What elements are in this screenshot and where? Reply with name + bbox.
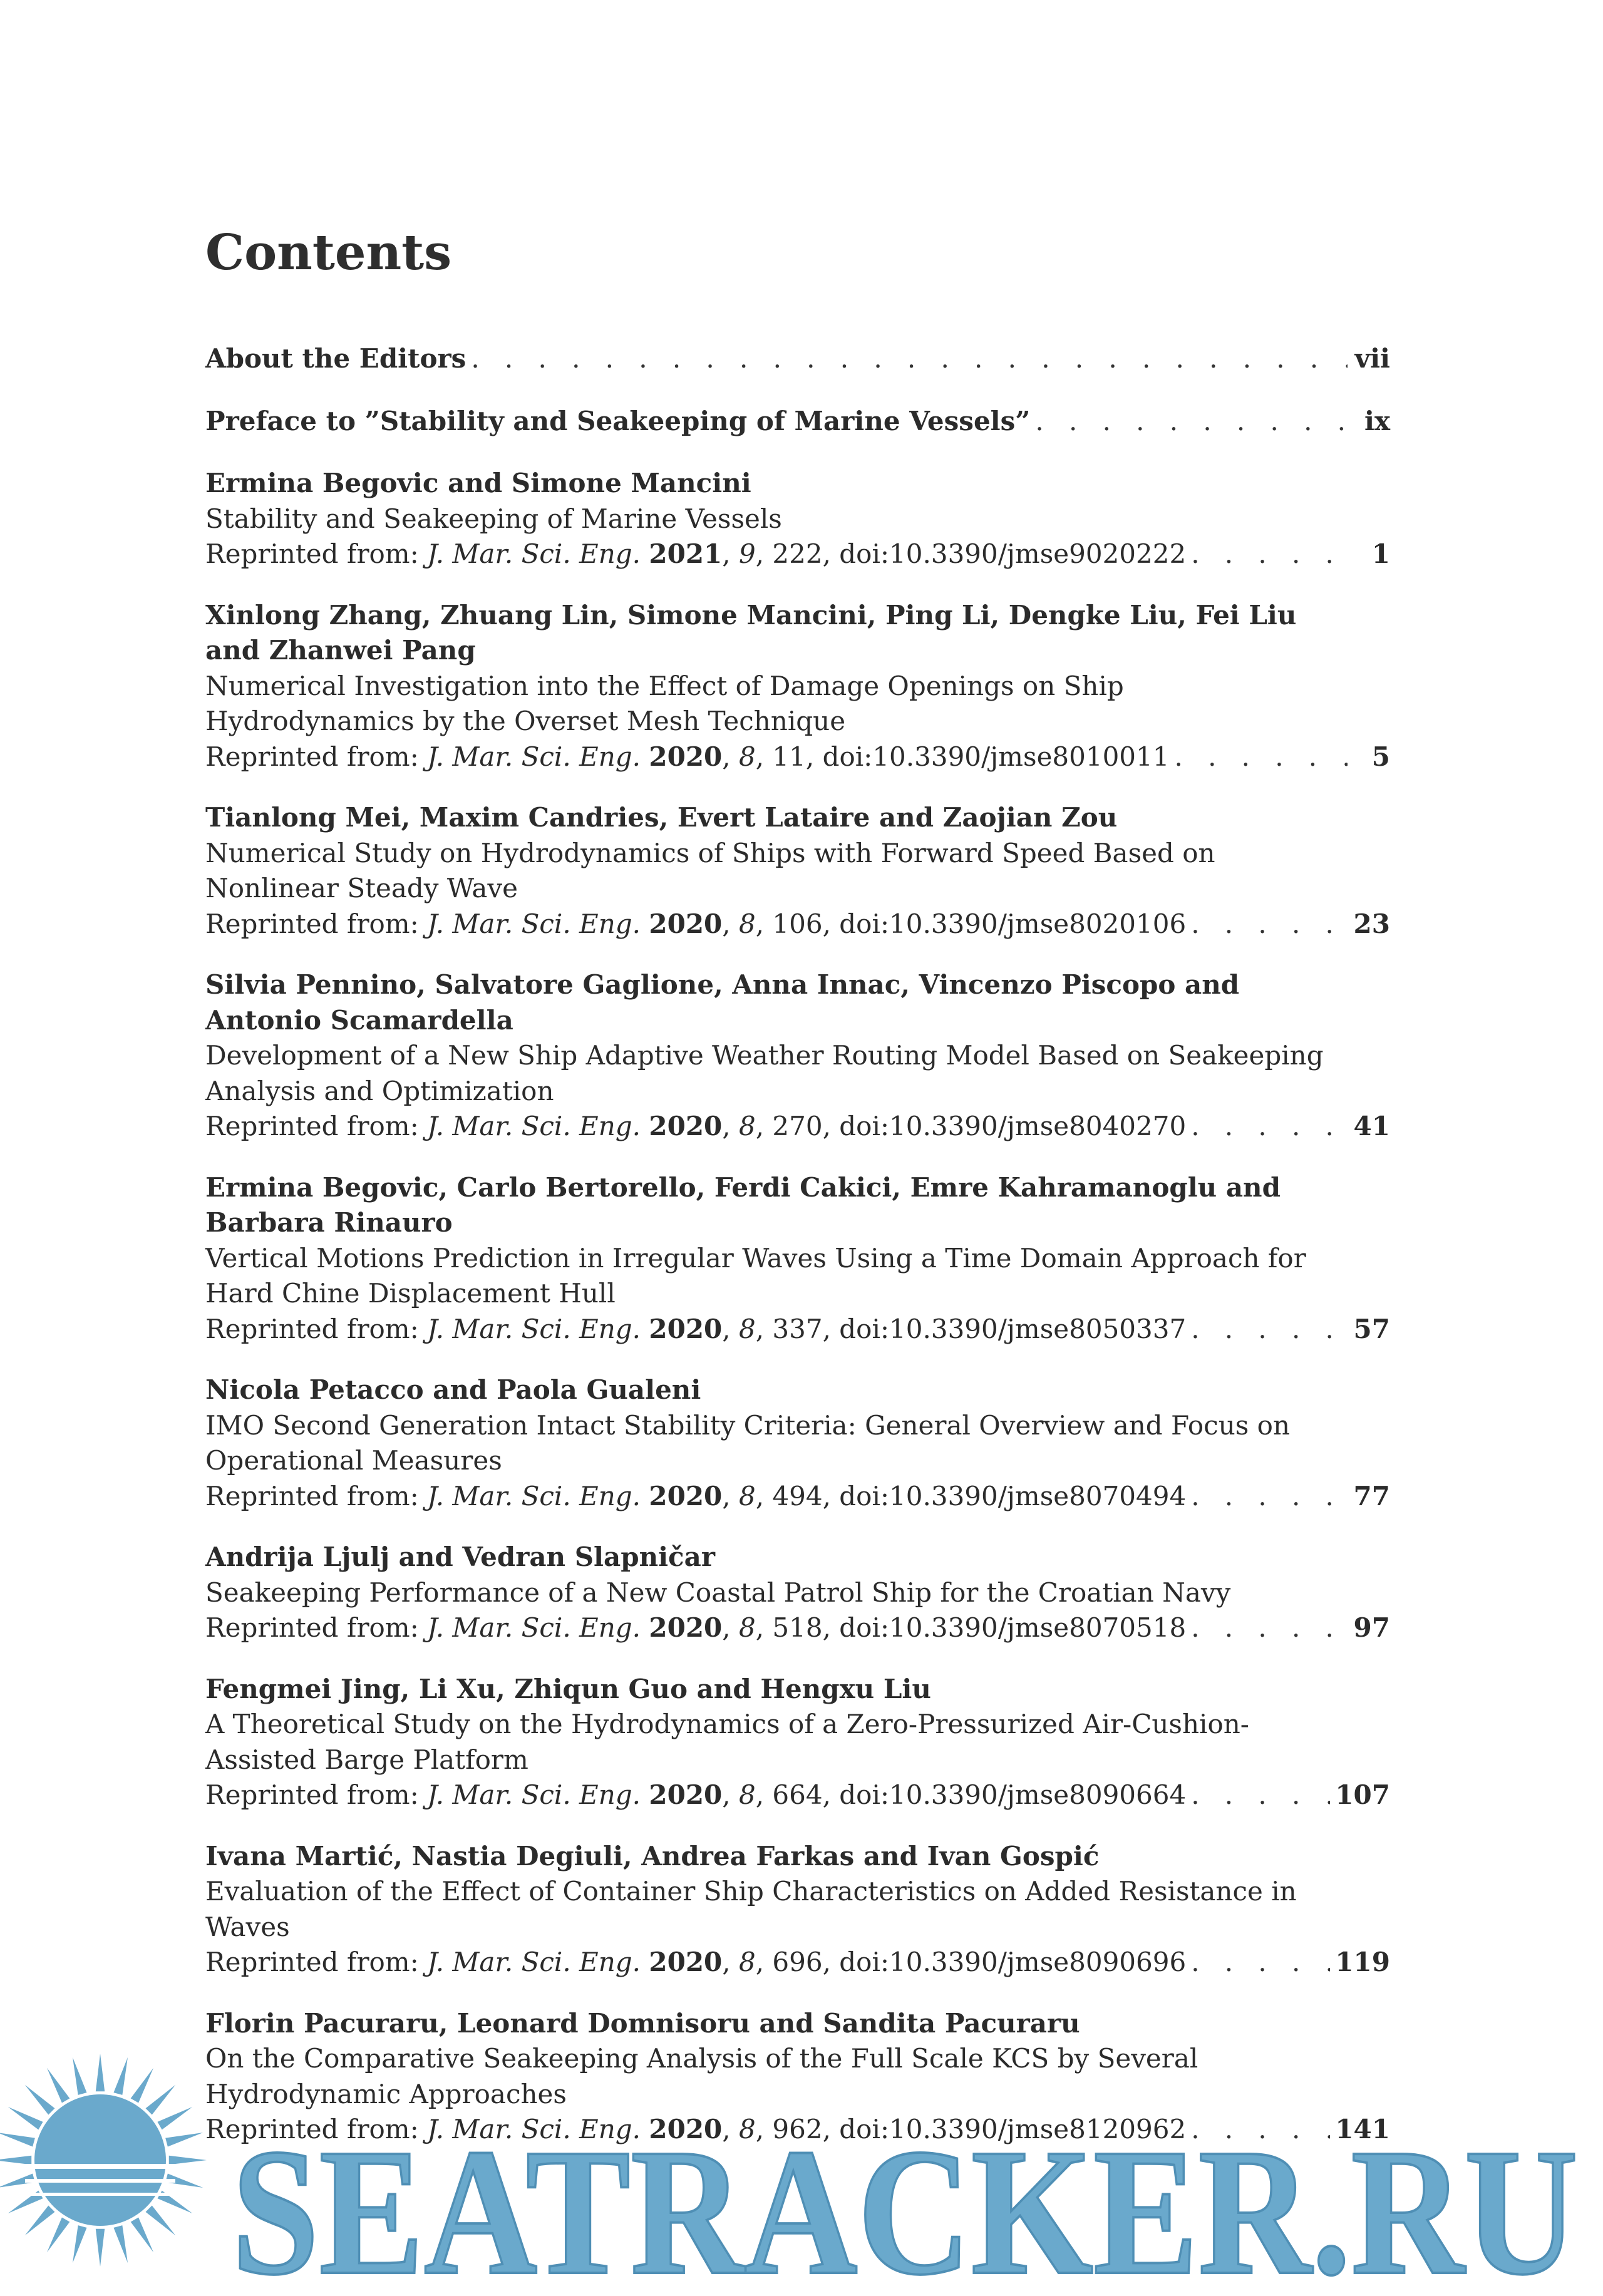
page-number: 107: [1335, 1779, 1390, 1810]
article-number: 337: [772, 1313, 823, 1344]
reprint-citation: Reprinted from: J. Mar. Sci. Eng. 2020, 8, 696, doi:10.3390/jmse8090696: [205, 1947, 1187, 1977]
dot-leader: [1191, 1610, 1348, 1646]
reprint-line: [205, 1778, 1390, 1813]
article-volume: 8: [738, 1947, 756, 1977]
article-volume: 8: [738, 1111, 756, 1141]
sun-ray: [73, 2057, 87, 2095]
article-volume: 8: [738, 1612, 756, 1643]
reprint-prefix: Reprinted from:: [205, 2114, 419, 2144]
article-number: 494: [772, 1480, 823, 1511]
reprint-citation: Reprinted from: J. Mar. Sci. Eng. 2020, 8, 518, doi:10.3390/jmse8070518: [205, 1612, 1187, 1643]
dot-leader: [1191, 1312, 1348, 1347]
toc-entry-article: [205, 800, 1390, 942]
toc-entry-article: [205, 1839, 1390, 1980]
reprint-line: [205, 739, 1390, 775]
dot-leader: [1191, 1479, 1348, 1515]
article-doi: doi:10.3390/jmse8040270: [839, 1111, 1187, 1141]
article-volume: 8: [738, 1480, 756, 1511]
reprint-citation: Reprinted from: J. Mar. Sci. Eng. 2020, 8, 494, doi:10.3390/jmse8070494: [205, 1480, 1187, 1511]
article-volume: 8: [738, 2114, 756, 2144]
page-number: 77: [1353, 1480, 1390, 1511]
article-title: Numerical Study on Hydrodynamics of Ships with Forward Speed Based on Nonlinear Steady Wave: [205, 837, 1215, 903]
reprint-line: [205, 1109, 1390, 1145]
reprint-prefix: Reprinted from:: [205, 1111, 419, 1141]
article-doi: doi:10.3390/jmse8120962: [839, 2114, 1187, 2144]
article-title: Development of a New Ship Adaptive Weather Routing Model Based on Seakeeping Analysis and Optimization: [205, 1040, 1324, 1106]
sun-burst-icon: [0, 2054, 207, 2267]
article-authors: Xinlong Zhang, Zhuang Lin, Simone Mancini, Ping Li, Dengke Liu, Fei Liu and Zhanwei Pang: [205, 599, 1297, 666]
article-year: 2020: [649, 1480, 723, 1511]
reprint-prefix: Reprinted from:: [205, 1313, 419, 1344]
sun-ray: [157, 2107, 192, 2129]
journal-name: J. Mar. Sci. Eng.: [427, 1947, 641, 1977]
dot-leader: [1191, 907, 1348, 942]
article-doi: doi:10.3390/jmse8050337: [839, 1313, 1187, 1344]
article-volume: 8: [738, 908, 756, 939]
toc-entry-article: [205, 1372, 1390, 1514]
article-title: On the Comparative Seakeeping Analysis of the Full Scale KCS by Several Hydrodynamic Approaches: [205, 2043, 1198, 2109]
reprint-citation: Reprinted from: J. Mar. Sci. Eng. 2020, 8, 962, doi:10.3390/jmse8120962: [205, 2114, 1187, 2144]
page-number: 119: [1335, 1947, 1390, 1977]
reprint-line: [205, 1479, 1390, 1515]
watermark-text: SEATRACKER.RU: [232, 2111, 1578, 2296]
article-title: Numerical Investigation into the Effect of Damage Openings on Ship Hydrodynamics by the Overset Mesh Technique: [205, 670, 1124, 736]
sun-ray: [0, 2133, 35, 2147]
article-number: 664: [772, 1779, 823, 1810]
article-doi: doi:10.3390/jmse8070494: [839, 1480, 1187, 1511]
article-number: 106: [772, 908, 823, 939]
article-authors: Tianlong Mei, Maxim Candries, Evert Lataire and Zaojian Zou: [205, 802, 1118, 833]
reprint-prefix: Reprinted from:: [205, 1480, 419, 1511]
toc-entry-label: Preface to ”Stability and Seakeeping of Marine Vessels”: [205, 405, 1031, 436]
article-authors: Silvia Pennino, Salvatore Gaglione, Anna Innac, Vincenzo Piscopo and Antonio Scamardella: [205, 969, 1240, 1036]
article-number: 222: [772, 538, 823, 569]
article-year: 2020: [649, 2114, 723, 2144]
article-number: 270: [772, 1111, 823, 1141]
toc-entry-about-editors: [205, 341, 1390, 377]
article-title: A Theoretical Study on the Hydrodynamics of a Zero-Pressurized Air-Cushion-Assisted Barge Platform: [205, 1709, 1249, 1775]
reprint-line: [205, 1312, 1390, 1347]
article-authors: Ermina Begovic, Carlo Bertorello, Ferdi Cakici, Emre Kahramanoglu and Barbara Rinauro: [205, 1171, 1281, 1238]
article-year: 2020: [649, 1612, 723, 1643]
watermark: [0, 2047, 1603, 2296]
sun-ray: [146, 2206, 176, 2236]
journal-name: J. Mar. Sci. Eng.: [427, 2114, 641, 2144]
journal-name: J. Mar. Sci. Eng.: [427, 1313, 641, 1344]
article-number: 518: [772, 1612, 823, 1643]
article-authors: Nicola Petacco and Paola Gualeni: [205, 1374, 701, 1405]
reprint-line: [205, 907, 1390, 942]
sun-ray: [165, 2133, 203, 2147]
toc-entry-article: [205, 1540, 1390, 1646]
page-number: 23: [1353, 908, 1390, 939]
page-number: ix: [1364, 405, 1390, 436]
reprint-line: [205, 1945, 1390, 1980]
page-number: 41: [1353, 1111, 1390, 1141]
sun-ray: [96, 2229, 105, 2267]
dot-leader: [1191, 1109, 1348, 1145]
toc-entry-article: [205, 1672, 1390, 1813]
reprint-prefix: Reprinted from:: [205, 1612, 419, 1643]
sun-ray: [73, 2225, 87, 2263]
dot-leader: [1191, 1778, 1330, 1813]
reprint-line: [205, 1610, 1390, 1646]
article-year: 2020: [649, 1313, 723, 1344]
reprint-prefix: Reprinted from:: [205, 1947, 419, 1977]
sun-ray: [25, 2206, 55, 2236]
page-number: vii: [1354, 343, 1390, 374]
article-volume: 9: [738, 538, 756, 569]
sun-ray: [146, 2085, 176, 2115]
toc-entry-label: About the Editors: [205, 343, 466, 374]
toc-entry-article: [205, 1170, 1390, 1347]
article-authors: Ermina Begovic and Simone Mancini: [205, 468, 751, 498]
sun-ray: [131, 2217, 153, 2252]
page-number: 1: [1371, 538, 1390, 569]
article-doi: doi:10.3390/jmse8070518: [839, 1612, 1187, 1643]
sun-ray: [113, 2057, 128, 2095]
sun-ray: [0, 2156, 31, 2165]
article-year: 2020: [649, 741, 723, 772]
article-authors: Fengmei Jing, Li Xu, Zhiqun Guo and Hengxu Liu: [205, 1673, 931, 1704]
table-of-contents: [205, 341, 1390, 2173]
article-number: 11: [772, 741, 806, 772]
article-authors: Andrija Ljulj and Vedran Slapničar: [205, 1542, 715, 1572]
article-doi: doi:10.3390/jmse8090664: [839, 1779, 1187, 1810]
dot-leader: [471, 341, 1348, 377]
toc-entry-article: [205, 598, 1390, 775]
reprint-prefix: Reprinted from:: [205, 741, 419, 772]
reprint-citation: Reprinted from: J. Mar. Sci. Eng. 2020, 8, 270, doi:10.3390/jmse8040270: [205, 1111, 1187, 1141]
reprint-line: [205, 537, 1390, 572]
reprint-citation: Reprinted from: J. Mar. Sci. Eng. 2020, 8, 11, doi:10.3390/jmse8010011: [205, 741, 1170, 772]
page-number: 97: [1353, 1612, 1390, 1643]
article-number: 962: [772, 2114, 823, 2144]
sun-ray: [8, 2107, 43, 2129]
sun-ray: [96, 2054, 105, 2091]
sun-ray: [25, 2085, 55, 2115]
article-title: Vertical Motions Prediction in Irregular Waves Using a Time Domain Approach for Hard Chine Displacement Hull: [205, 1242, 1306, 1309]
article-year: 2020: [649, 1779, 723, 1810]
article-title: Stability and Seakeeping of Marine Vessels: [205, 503, 782, 534]
sun-ray: [131, 2068, 153, 2103]
reprint-prefix: Reprinted from:: [205, 538, 419, 569]
article-year: 2020: [649, 908, 723, 939]
article-list: [205, 466, 1390, 2148]
journal-name: J. Mar. Sci. Eng.: [427, 1480, 641, 1511]
article-doi: doi:10.3390/jmse9020222: [839, 538, 1187, 569]
journal-name: J. Mar. Sci. Eng.: [427, 908, 641, 939]
journal-name: J. Mar. Sci. Eng.: [427, 741, 641, 772]
page-number: 57: [1353, 1313, 1390, 1344]
article-volume: 8: [738, 1313, 756, 1344]
article-volume: 8: [738, 741, 756, 772]
page-number: 141: [1335, 2114, 1390, 2144]
sun-ray: [47, 2068, 70, 2103]
reprint-citation: Reprinted from: J. Mar. Sci. Eng. 2020, 8, 664, doi:10.3390/jmse8090664: [205, 1779, 1187, 1810]
reprint-prefix: Reprinted from:: [205, 1779, 419, 1810]
dot-leader: [1191, 537, 1348, 572]
article-year: 2021: [649, 538, 723, 569]
article-authors: Ivana Martić, Nastia Degiuli, Andrea Farkas and Ivan Gospić: [205, 1840, 1100, 1871]
toc-entry-article: [205, 967, 1390, 1145]
article-doi: doi:10.3390/jmse8020106: [839, 908, 1187, 939]
article-title: Evaluation of the Effect of Container Ship Characteristics on Added Resistance in Waves: [205, 1876, 1297, 1942]
journal-name: J. Mar. Sci. Eng.: [427, 1612, 641, 1643]
sun-ray: [169, 2156, 207, 2165]
toc-entry-article: [205, 466, 1390, 572]
sun-ray: [47, 2217, 70, 2252]
article-year: 2020: [649, 1947, 723, 1977]
article-title: Seakeeping Performance of a New Coastal Patrol Ship for the Croatian Navy: [205, 1577, 1231, 1608]
article-authors: Florin Pacuraru, Leonard Domnisoru and Sandita Pacuraru: [205, 2007, 1080, 2039]
sun-ray: [113, 2225, 128, 2263]
reprint-citation: Reprinted from: J. Mar. Sci. Eng. 2021, 9, 222, doi:10.3390/jmse9020222: [205, 538, 1187, 569]
article-doi: doi:10.3390/jmse8090696: [839, 1947, 1187, 1977]
reprint-citation: Reprinted from: J. Mar. Sci. Eng. 2020, 8, 106, doi:10.3390/jmse8020106: [205, 908, 1187, 939]
article-volume: 8: [738, 1779, 756, 1810]
page-title: Contents: [205, 224, 452, 281]
reprint-citation: Reprinted from: J. Mar. Sci. Eng. 2020, 8, 337, doi:10.3390/jmse8050337: [205, 1313, 1187, 1344]
page-number: 5: [1371, 741, 1390, 772]
dot-leader: [1035, 404, 1348, 440]
reprint-prefix: Reprinted from:: [205, 908, 419, 939]
article-doi: doi:10.3390/jmse8010011: [822, 741, 1170, 772]
dot-leader: [1191, 1945, 1330, 1980]
journal-name: J. Mar. Sci. Eng.: [427, 538, 641, 569]
dot-leader: [1174, 739, 1348, 775]
journal-name: J. Mar. Sci. Eng.: [427, 1111, 641, 1141]
journal-name: J. Mar. Sci. Eng.: [427, 1779, 641, 1810]
article-number: 696: [772, 1947, 823, 1977]
toc-entry-preface: [205, 404, 1390, 440]
article-title: IMO Second Generation Intact Stability Criteria: General Overview and Focus on Operational Measures: [205, 1409, 1290, 1476]
article-year: 2020: [649, 1111, 723, 1141]
